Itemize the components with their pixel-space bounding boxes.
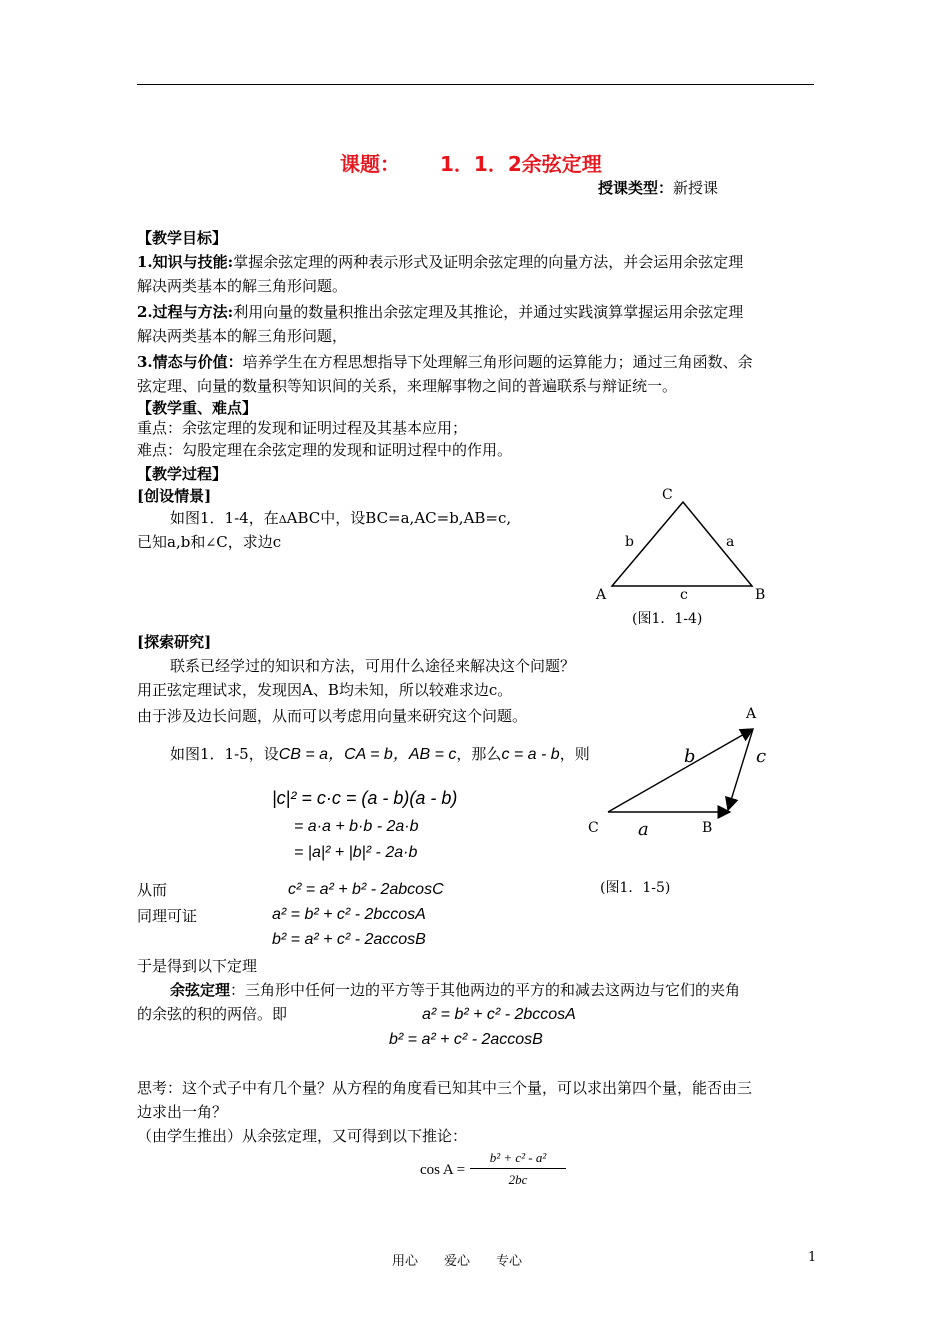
theorem-line-2: 的余弦的积的两倍。即	[137, 1005, 288, 1023]
vertex-b-label: B	[755, 587, 766, 603]
corollary-lhs: cos A =	[420, 1162, 466, 1178]
thus-label: 从而	[137, 881, 168, 899]
goal-1-line-2: 解决两类基本的解三角形问题。	[137, 277, 348, 295]
conclude-text: 于是得到以下定理	[137, 957, 258, 975]
theorem-equation-1: a² = b² + c² - 2bccosA	[422, 1006, 576, 1023]
vertex-c-label: C	[588, 820, 599, 836]
goal-1-line-1: 1.知识与技能:掌握余弦定理的两种表示形式及证明余弦定理的向量方法，并会运用余弦定理	[137, 253, 744, 271]
similar-label: 同理可证	[137, 907, 198, 925]
corollary-denominator: 2bc	[508, 1172, 528, 1187]
theorem-line-1: 余弦定理：三角形中任何一边的平方等于其他两边的平方的和减去这两边与它们的夹角	[170, 981, 741, 999]
goal-2-line-1: 2.过程与方法:利用向量的数量积推出余弦定理及其推论，并通过实践演算掌握运用余弦定理	[137, 303, 744, 321]
goal-3-line-1: 3.情态与价值：培养学生在方程思想指导下处理解三角形问题的运算能力；通过三角函数、余	[137, 353, 753, 371]
explore-line-1: 联系已经学过的知识和方法，可用什么途径来解决这个问题？	[170, 657, 576, 675]
fraction-bar	[470, 1168, 566, 1169]
vector-intro: 如图1．1-5，设CB = a，CA = b，AB = c，那么c = a - b，则	[170, 745, 590, 763]
corollary-numerator: b² + c² - a²	[489, 1150, 547, 1165]
equation-line-2: = a·a + b·b - 2a·b	[294, 818, 419, 835]
side-a-label: a	[726, 534, 735, 550]
goal-3-line-2: 弦定理、向量的数量积等知识间的关系，来理解事物之间的普遍联系与辩证统一。	[137, 377, 678, 395]
equation-line-1: |c|² = c·c = (a - b)(a - b)	[272, 788, 458, 808]
figure-1-5-caption: (图1．1-5)	[600, 880, 671, 896]
derive-text: （由学生推出）从余弦定理，又可得到以下推论：	[137, 1127, 468, 1145]
scenario-heading: [创设情景]	[137, 487, 212, 505]
scenario-line-2: 已知a,b和∠C，求边c	[137, 533, 282, 551]
thus-equation: c² = a² + b² - 2abcosC	[288, 881, 444, 898]
vertex-a-label: A	[596, 587, 607, 603]
process-heading: 【教学过程】	[137, 465, 228, 483]
figure-1-4	[590, 484, 780, 630]
explore-line-2: 用正弦定理试求，发现因A、B均未知，所以较难求边c。	[137, 681, 513, 699]
think-line-1: 思考：这个式子中有几个量？从方程的角度看已知其中三个量，可以求出第四个量，能否由三	[137, 1079, 753, 1097]
equation-line-3: = |a|² + |b|² - 2a·b	[294, 844, 418, 861]
explore-heading: [探索研究]	[137, 633, 212, 651]
key-points-heading: 【教学重、难点】	[137, 399, 258, 417]
focus-text: 重点：余弦定理的发现和证明过程及其基本应用；	[137, 419, 468, 437]
goals-heading: 【教学目标】	[137, 229, 228, 247]
similar-equation-1: a² = b² + c² - 2bccosA	[272, 906, 426, 923]
side-b-label: b	[625, 534, 634, 550]
page-number: 1	[808, 1250, 817, 1265]
vertex-a-label: A	[746, 706, 757, 722]
lesson-type: 授课类型：新授课	[598, 179, 719, 197]
goal-2-line-2: 解决两类基本的解三角形问题，	[137, 327, 348, 345]
vector-c-label: c	[756, 746, 767, 767]
scenario-line-1: 如图1．1-4，在ΔABC中，设BC=a,AC=b,AB=c,	[170, 509, 512, 527]
figure-1-4-caption: (图1．1-4)	[632, 611, 703, 627]
explore-line-3: 由于涉及边长问题，从而可以考虑用向量来研究这个问题。	[137, 707, 528, 725]
vector-b-label: b	[684, 746, 696, 767]
similar-equation-2: b² = a² + c² - 2accosB	[272, 931, 426, 948]
lesson-title: 课题： 1．1．2余弦定理	[340, 152, 602, 176]
think-line-2: 边求出一角？	[137, 1103, 228, 1121]
footer-text: 用心 爱心 专心	[392, 1254, 523, 1269]
vertex-c-label: C	[662, 487, 673, 503]
header-rule	[137, 84, 814, 85]
side-c-label: c	[680, 587, 688, 603]
vertex-b-label: B	[702, 820, 713, 836]
figure-1-5	[580, 706, 780, 902]
theorem-equation-2: b² = a² + c² - 2accosB	[389, 1031, 543, 1048]
vector-a-label: a	[638, 819, 649, 840]
difficulty-text: 难点：勾股定理在余弦定理的发现和证明过程中的作用。	[137, 441, 513, 459]
